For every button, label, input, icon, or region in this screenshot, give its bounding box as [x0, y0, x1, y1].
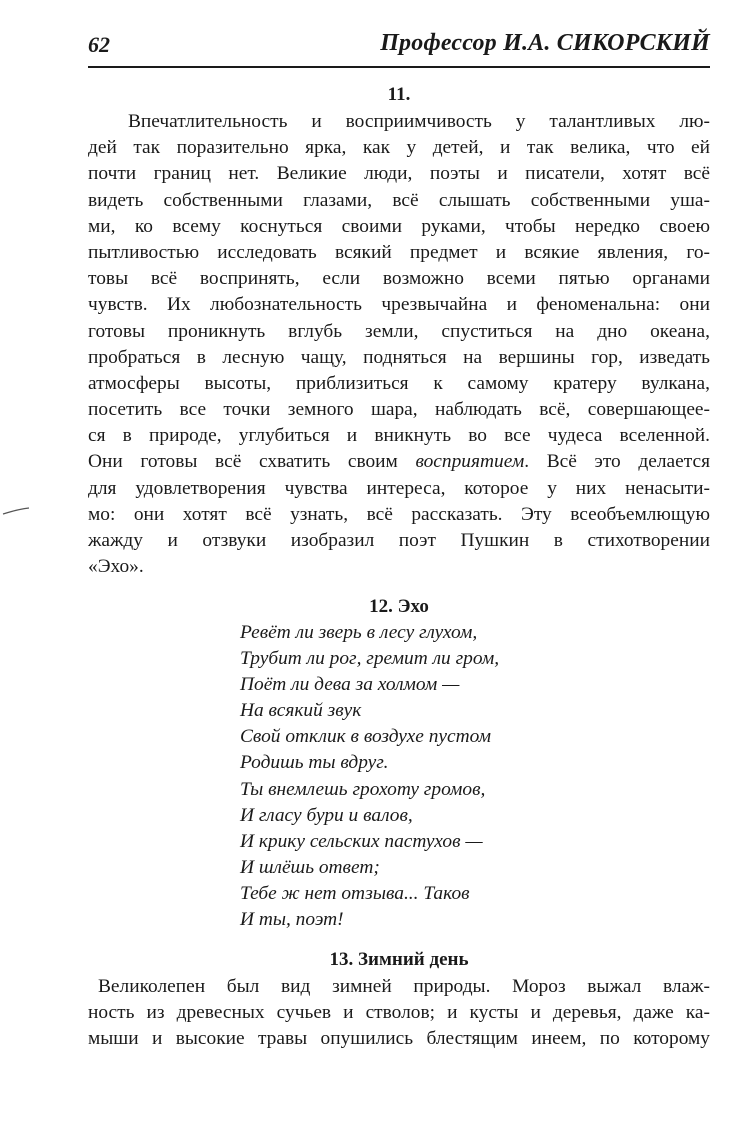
- paragraph-line: товы всё воспринять, если возможно всеми пятью органами: [88, 268, 710, 290]
- line-text: . Всё это делается: [524, 451, 710, 473]
- paragraph-line: ность из древесных сучьев и стволов; и кусты и деревья, даже ка-: [88, 1002, 710, 1024]
- page-number: 62: [88, 32, 110, 57]
- paragraph-line: дей так поразительно ярка, как у детей, и так велика, что ей: [88, 137, 710, 159]
- paragraph-line: Великолепен был вид зимней природы. Мороз выжал влаж-: [98, 976, 710, 997]
- poem-line: И крику сельских пастухов —: [240, 830, 483, 852]
- poem-line: Ты внемлешь грохоту громов,: [240, 778, 486, 800]
- paragraph-line: пробраться в лесную чащу, подняться на вершины гор, изведать: [88, 346, 710, 368]
- poem-line: Тебе ж нет отзыва... Таков: [240, 882, 470, 904]
- paragraph-line: видеть собственными глазами, всё слышать собственными уша-: [88, 189, 710, 211]
- paragraph-line: почти границ нет. Великие люди, поэты и писатели, хотят всё: [88, 163, 710, 185]
- poem-line: Поёт ли дева за холмом —: [240, 674, 460, 696]
- paragraph-line: жажду и отзвуки изобразил поэт Пушкин в стихотворении: [88, 530, 710, 551]
- poem-line: Родишь ты вдруг.: [240, 752, 389, 774]
- section-13-heading: 13. Зимний день: [329, 949, 469, 970]
- poem-line: И гласу бури и валов,: [240, 804, 413, 826]
- paragraph-line: Впечатлительность и восприимчивость у талантливых лю-: [128, 111, 710, 132]
- running-title: Профессор И.А. СИКОРСКИЙ: [380, 30, 710, 56]
- paragraph-line: готовы проникнуть вглубь земли, спуститься на дно океана,: [88, 320, 710, 342]
- line-text: Они готовы всё схватить своим: [88, 451, 416, 473]
- section-12-heading: 12. Эхо: [369, 596, 429, 617]
- poem-line: И ты, поэт!: [240, 909, 344, 931]
- section-11-paragraph: [88, 109, 710, 580]
- paragraph-line: для удовлетворения чувства интереса, которое у них ненасыти-: [88, 477, 710, 499]
- poem-line: И шлёшь ответ;: [240, 856, 380, 878]
- paragraph-line-with-emphasis: [88, 449, 710, 475]
- page-header: [88, 28, 710, 68]
- paragraph-line: атмосферы высоты, приблизиться к самому кратеру вулкана,: [88, 372, 710, 394]
- poem-echo: [240, 620, 710, 933]
- emphasis-word: восприятием: [415, 451, 525, 473]
- section-13-paragraph: [88, 974, 710, 1053]
- paragraph-line: ми, ко всему коснуться своими руками, чтобы нередко своею: [88, 215, 710, 237]
- paragraph-line: мо: они хотят всё узнать, всё рассказать. Эту всеобъемлющую: [88, 503, 710, 525]
- poem-line: Ревёт ли зверь в лесу глухом,: [240, 622, 478, 643]
- paragraph-line: пытливостью исследовать всякий предмет и всякие явления, го-: [88, 241, 710, 263]
- paragraph-line: ся в природе, углубиться и вникнуть во все чудеса вселенной.: [88, 425, 710, 447]
- paragraph-line: «Эхо».: [88, 556, 144, 578]
- paragraph-line: мыши и высокие травы опушились блестящим инеем, по которому: [88, 1028, 710, 1050]
- poem-line: Трубит ли рог, гремит ли гром,: [240, 648, 500, 670]
- section-11-heading: 11.: [387, 84, 411, 105]
- paragraph-line: чувств. Их любознательность чрезвычайна и феноменальна: они: [88, 294, 710, 316]
- pen-mark-icon: [2, 506, 30, 516]
- poem-line: Свой отклик в воздухе пустом: [240, 726, 491, 748]
- paragraph-line: посетить все точки земного шара, наблюдать всё, совершающее-: [88, 399, 710, 421]
- poem-line: На всякий звук: [240, 700, 362, 722]
